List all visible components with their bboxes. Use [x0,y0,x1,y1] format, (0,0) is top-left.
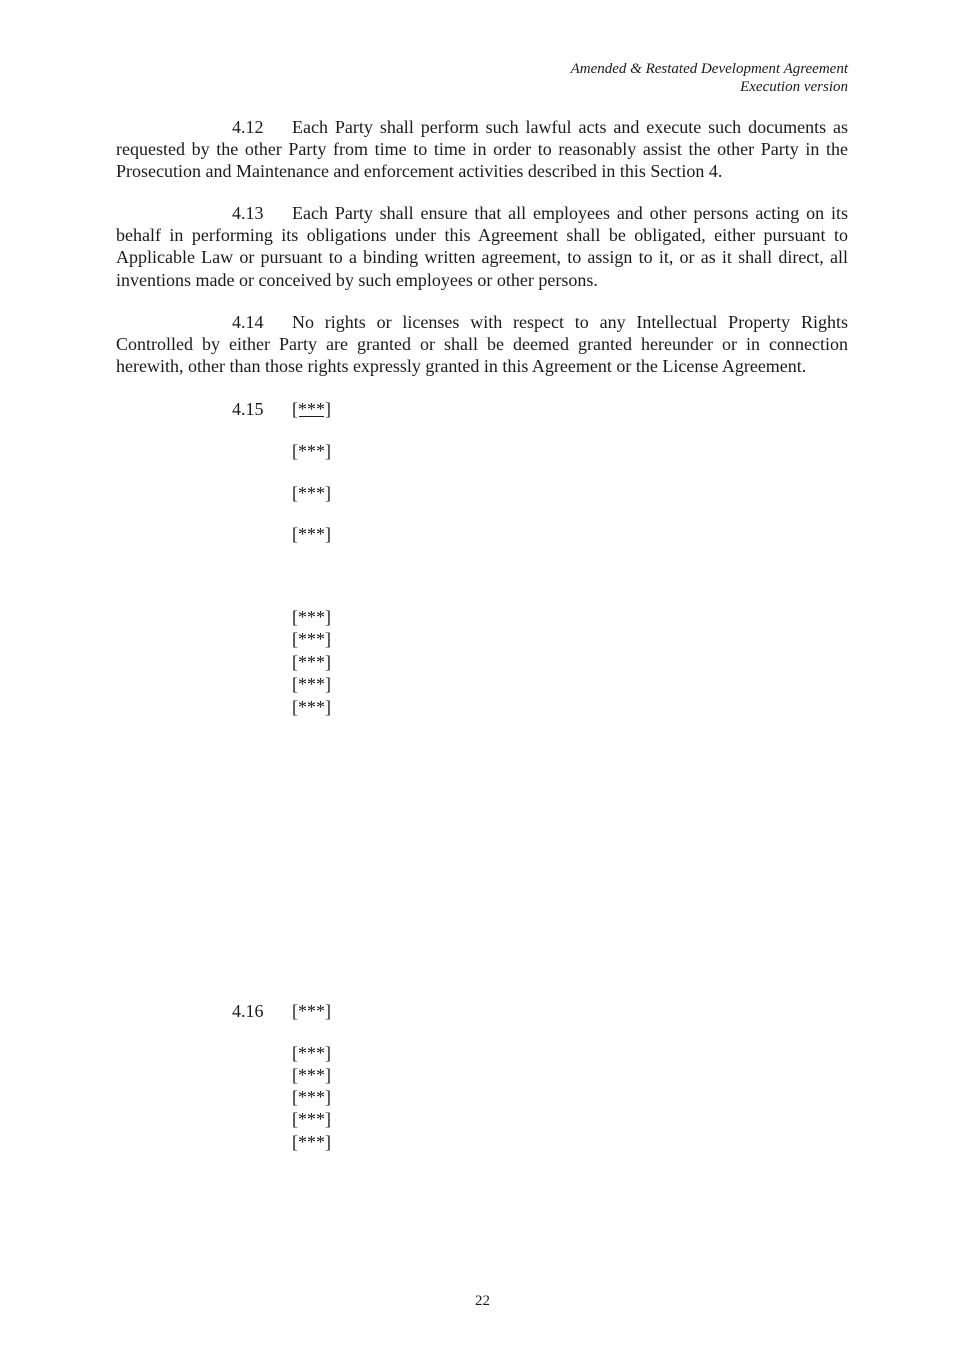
redacted-block-line: [***] [292,674,331,694]
redacted-block-line: [***] [292,607,331,627]
section-4-15-title-redacted: [***] [292,399,331,419]
redacted-item: [***] [292,524,331,544]
redacted-block-line: [***] [292,1109,331,1129]
redacted-block-line: [***] [292,1065,331,1085]
section-number: 4.12 [232,117,264,137]
redacted-block-line: [***] [292,1132,331,1152]
redacted-block-line: [***] [292,1087,331,1107]
section-4-16-title-redacted: [***] [292,1001,331,1021]
redacted-item: [***] [292,441,331,461]
running-header [571,60,848,96]
section-number: 4.13 [232,203,264,223]
section-4-13 [116,202,848,291]
redacted-block-line: [***] [292,652,331,672]
section-text: Each Party shall perform such lawful acts and execute such documents as requested by the other Party from time to time in order to reasonably assist the other Party in the Prosecution and Maintenance and enforcement activities described in this Section 4. [116,117,848,182]
section-text: Each Party shall ensure that all employees and other persons acting on its behalf in performing its obligations under this Agreement shall be obligated, either pursuant to Applicable Law or pursuant to a binding written agreement, to assign to it, or as it shall direct, all inventions made or conceived by such employees or other persons. [116,203,848,290]
section-4-14 [116,311,848,378]
section-4-15-number: 4.15 [232,399,264,419]
section-text: No rights or licenses with respect to any Intellectual Property Rights Controlled by either Party are granted or shall be deemed granted hereunder or in connection herewith, other than those rights expressly granted in this Agreement or the License Agreement. [116,312,848,377]
redacted-block-line: [***] [292,1043,331,1063]
page-number: 22 [475,1293,490,1309]
section-4-16-number: 4.16 [232,1001,264,1021]
header-title: Amended & Restated Development Agreement [570,61,848,77]
redacted-block-line: [***] [292,629,331,649]
header-version: Execution version [740,79,848,95]
redacted-item: [***] [292,483,331,503]
section-4-12 [116,116,848,183]
redacted-block-line: [***] [292,697,331,717]
section-number: 4.14 [232,312,264,332]
